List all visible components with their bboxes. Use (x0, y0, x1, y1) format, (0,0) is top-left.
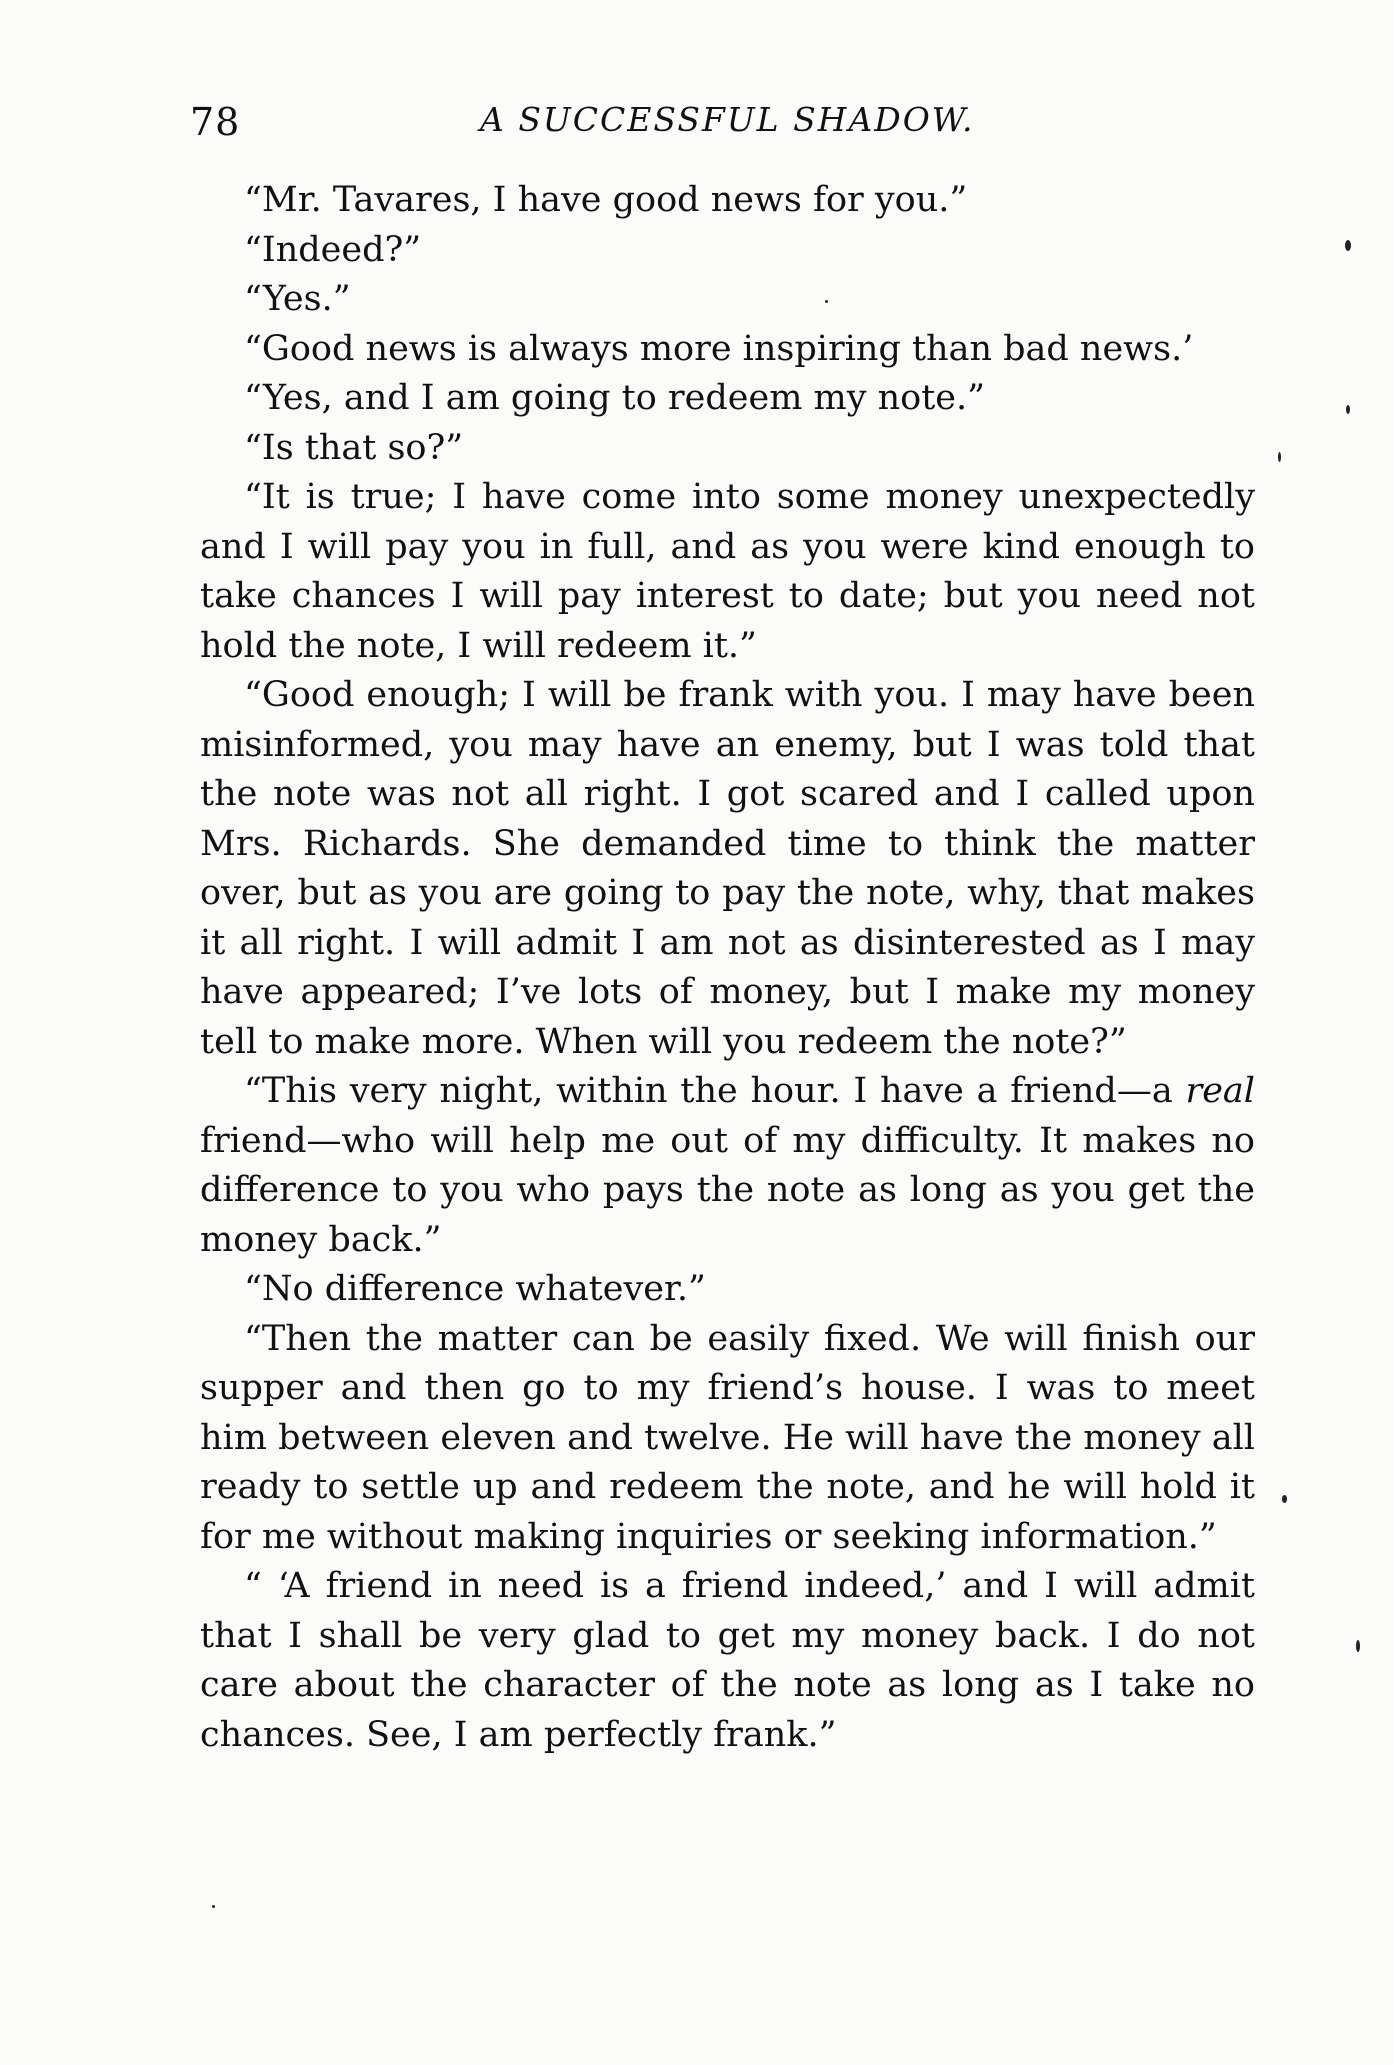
paragraph: “ ‘A friend in need is a friend indeed,’ and I will admit that I shall be very glad to get my money back. I do not care about the character of the note as long as I take no chances. See, I am perfectly frank.” (200, 1566, 1255, 1755)
paragraph: “Yes.” (244, 279, 351, 319)
running-title: A SUCCESSFUL SHADOW. (480, 100, 975, 139)
paragraph-text: “This very night, within the hour. I have a friend—a (244, 1071, 1186, 1111)
scan-speck (1346, 405, 1350, 414)
scan-speck (1345, 240, 1351, 251)
paragraph: “Indeed?” (244, 229, 422, 270)
paragraph: “It is true; I have come into some money unexpectedly and I will pay you in full, and as you were kind enough to take chances I will pay interest to date; but you need not hold the note, I will redeem it.” (200, 477, 1255, 666)
paragraph: “Good news is always more inspiring than bad news.’ (244, 328, 1194, 369)
paragraph: “No difference whatever.” (244, 1269, 706, 1309)
scan-speck (1278, 452, 1281, 462)
scan-speck (825, 300, 828, 303)
paragraph: “Mr. Tavares, I have good news for you.” (244, 180, 968, 220)
paragraph: “Good enough; I will be frank with you. I may have been misinformed, you may have an enemy, but I was told that the note was not all right. I got scared and I called upon Mrs. Richards. She demanded time to think the matter over, but as you are going to pay the note, why, that makes it all right. I will admit I am not as disinterested as I may have appeared; I’ve lots of money, but I make my money tell to make more. When will you redeem the note?” (200, 675, 1255, 1062)
paragraph-text: friend—who will help me out of my difficulty. It makes no difference to you who pays the note as long as you get the money back.” (200, 1120, 1255, 1260)
paragraph: “Is that so?” (244, 427, 464, 468)
page-number: 78 (190, 100, 241, 144)
paragraph (200, 1067, 1255, 1265)
scan-speck (1282, 1495, 1287, 1503)
paragraph: “Yes, and I am going to redeem my note.” (244, 378, 986, 418)
emphasized-word: real (1185, 1071, 1255, 1111)
paragraph: “Then the matter can be easily fixed. We will finish our supper and then go to my friend’s house. I was to meet him between eleven and twelve. He will have the money all ready to settle up and redeem the note, and he will hold it for me without making inquiries or seeking information.” (200, 1318, 1255, 1557)
scan-speck (212, 1905, 215, 1908)
scan-speck (1356, 1640, 1360, 1652)
body-text (200, 176, 1255, 1760)
page-header (190, 96, 1260, 156)
